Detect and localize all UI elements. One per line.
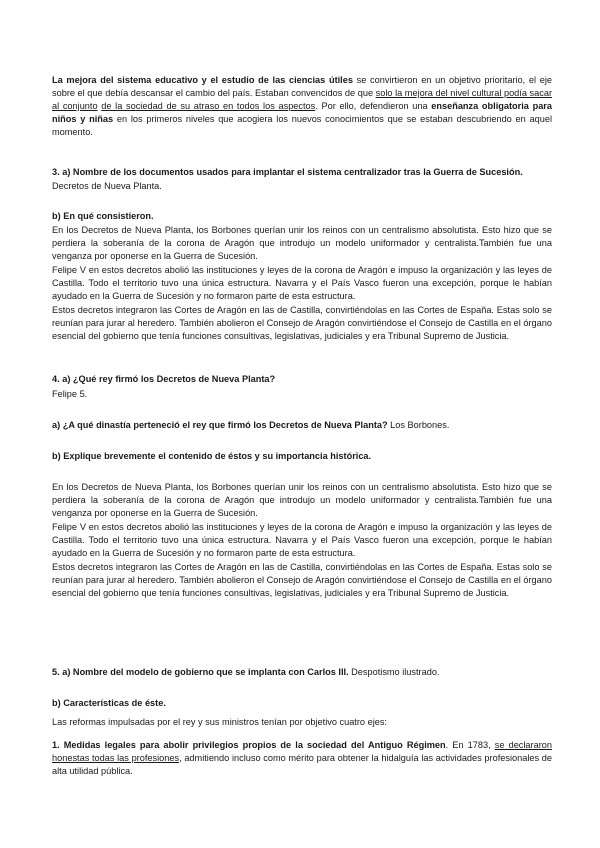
q4-question-b (52, 450, 552, 463)
q3-paragraph-1: En los Decretos de Nueva Planta, los Borbones querían unir los reinos con un centralismo absolutista. Esto hizo que se perdiera la soberanía de la corona de Aragón que introdujo un modelo uniformador y centralista.También fue una venganza por oponerse en la Guerra de Sucesión. (52, 225, 552, 261)
q4-paragraph-3: Estos decretos integraron las Cortes de Aragón en las de Castilla, convirtiéndolas en las Cortes de España. Estas solo se reunían para jurar al heredero. También abolieron el Consejo de Aragón convirtiéndose el Consejo de Castilla en el órgano esencial del gobierno que tenía funciones consultivas, legislativas, judiciales y era Tribunal Supremo de Justicia. (52, 562, 552, 598)
q4-answer-a2: Los Borbones. (387, 420, 450, 430)
q4-answer-a: Felipe 5. (52, 389, 88, 399)
q5-question-b-text: b) Características de éste. (52, 698, 166, 708)
q5-item-1-bold: 1. Medidas legales para abolir privilegios propios de la sociedad del Antiguo Régimen (52, 740, 446, 750)
intro-bold-2: enseñanza obligatoria para niños y niñas (52, 101, 552, 124)
q5-question-a-text: 5. a) Nombre del modelo de gobierno que se implanta con Carlos III. (52, 667, 349, 677)
q4-paragraph-2: Felipe V en estos decretos abolió las instituciones y leyes de la corona de Aragón e impuso la organización y las leyes de Castilla. Todo el territorio tuvo una única estructura. Navarra y el País Vasco fueron una excepción, porque le habían ayudado en la Guerra de Sucesión y no formaron parte de esta estructura. (52, 522, 552, 558)
q5-question-a (52, 666, 552, 679)
q3-question-a (52, 166, 552, 179)
q5-question-b (52, 697, 552, 710)
q3-question-b-text: b) En qué consistieron. (52, 211, 154, 221)
q3-question-b (52, 210, 552, 223)
q5-item-1-text-2: , admitiendo incluso como mérito para obtener la hidalguía las actividades profesionales de alta utilidad pública. (52, 753, 552, 776)
q5-intro: Las reformas impulsadas por el rey y sus ministros tenían por objetivo cuatro ejes: (52, 717, 387, 727)
q4-paragraph-1: En los Decretos de Nueva Planta, los Borbones querían unir los reinos con un centralismo absolutista. Esto hizo que se perdiera la soberanía de la corona de Aragón que introdujo un modelo uniformador y centralista.También fue una venganza por oponerse en la Guerra de Sucesión. (52, 482, 552, 518)
q3-paragraph-3: Estos decretos integraron las Cortes de Aragón en las de Castilla, convirtiéndolas en las Cortes de España. Estas solo se reunían para jurar al heredero. También abolieron el Consejo de Aragón convirtiéndose el Consejo de Castilla en el órgano esencial del gobierno que tenía funciones consultivas, legislativas, judiciales y era Tribunal Supremo de Justicia. (52, 305, 552, 341)
q5-item-1-underline: se declararon honestas todas las profesiones (52, 740, 552, 763)
q5-item-1-text-1: . En 1783, (445, 740, 495, 750)
q3-answer-a: Decretos de Nueva Planta. (52, 181, 162, 191)
q4-question-a (52, 373, 552, 386)
intro-underline-1: solo la mejora del nivel cultural podía sacar al conjunto (52, 88, 553, 111)
q4-question-a2-text: a) ¿A qué dinastía perteneció el rey que firmó los Decretos de Nueva Planta? (52, 420, 388, 430)
q4-question-b-text: b) Explique brevemente el contenido de éstos y su importancia histórica. (52, 451, 372, 461)
q5-answer-a: Despotismo ilustrado. (348, 667, 440, 677)
intro-underline-2: de la sociedad de su atraso en todos los aspectos (101, 101, 316, 111)
intro-text-1: se convirtieron en un objetivo prioritario, el eje sobre el que debía descansar el cambio del país. Estaban convencidos de que (52, 75, 552, 98)
intro-paragraph (52, 74, 552, 139)
q5-item-1 (52, 739, 552, 778)
q3-paragraph-2: Felipe V en estos decretos abolió las instituciones y leyes de la corona de Aragón e impuso la organización y las leyes de Castilla. Todo el territorio tuvo una única estructura. Navarra y el País Vasco fueron una excepción, porque le habían ayudado en la Guerra de Sucesión y no formaron parte de esta estructura. (52, 265, 552, 301)
q4-question-a2 (52, 419, 552, 432)
q4-question-a-text: 4. a) ¿Qué rey firmó los Decretos de Nueva Planta? (52, 374, 276, 384)
intro-bold-1: La mejora del sistema educativo y el estudio de las ciencias útiles (52, 75, 353, 85)
intro-text-3: . Por ello, defendieron una (315, 101, 432, 111)
intro-text-4: en los primeros niveles que acogiera los nuevos conocimientos que se estaban descubriendo en aquel momento. (52, 114, 552, 137)
q3-question-a-text: 3. a) Nombre de los documentos usados para implantar el sistema centralizador tras la Guerra de Sucesión. (52, 167, 523, 177)
